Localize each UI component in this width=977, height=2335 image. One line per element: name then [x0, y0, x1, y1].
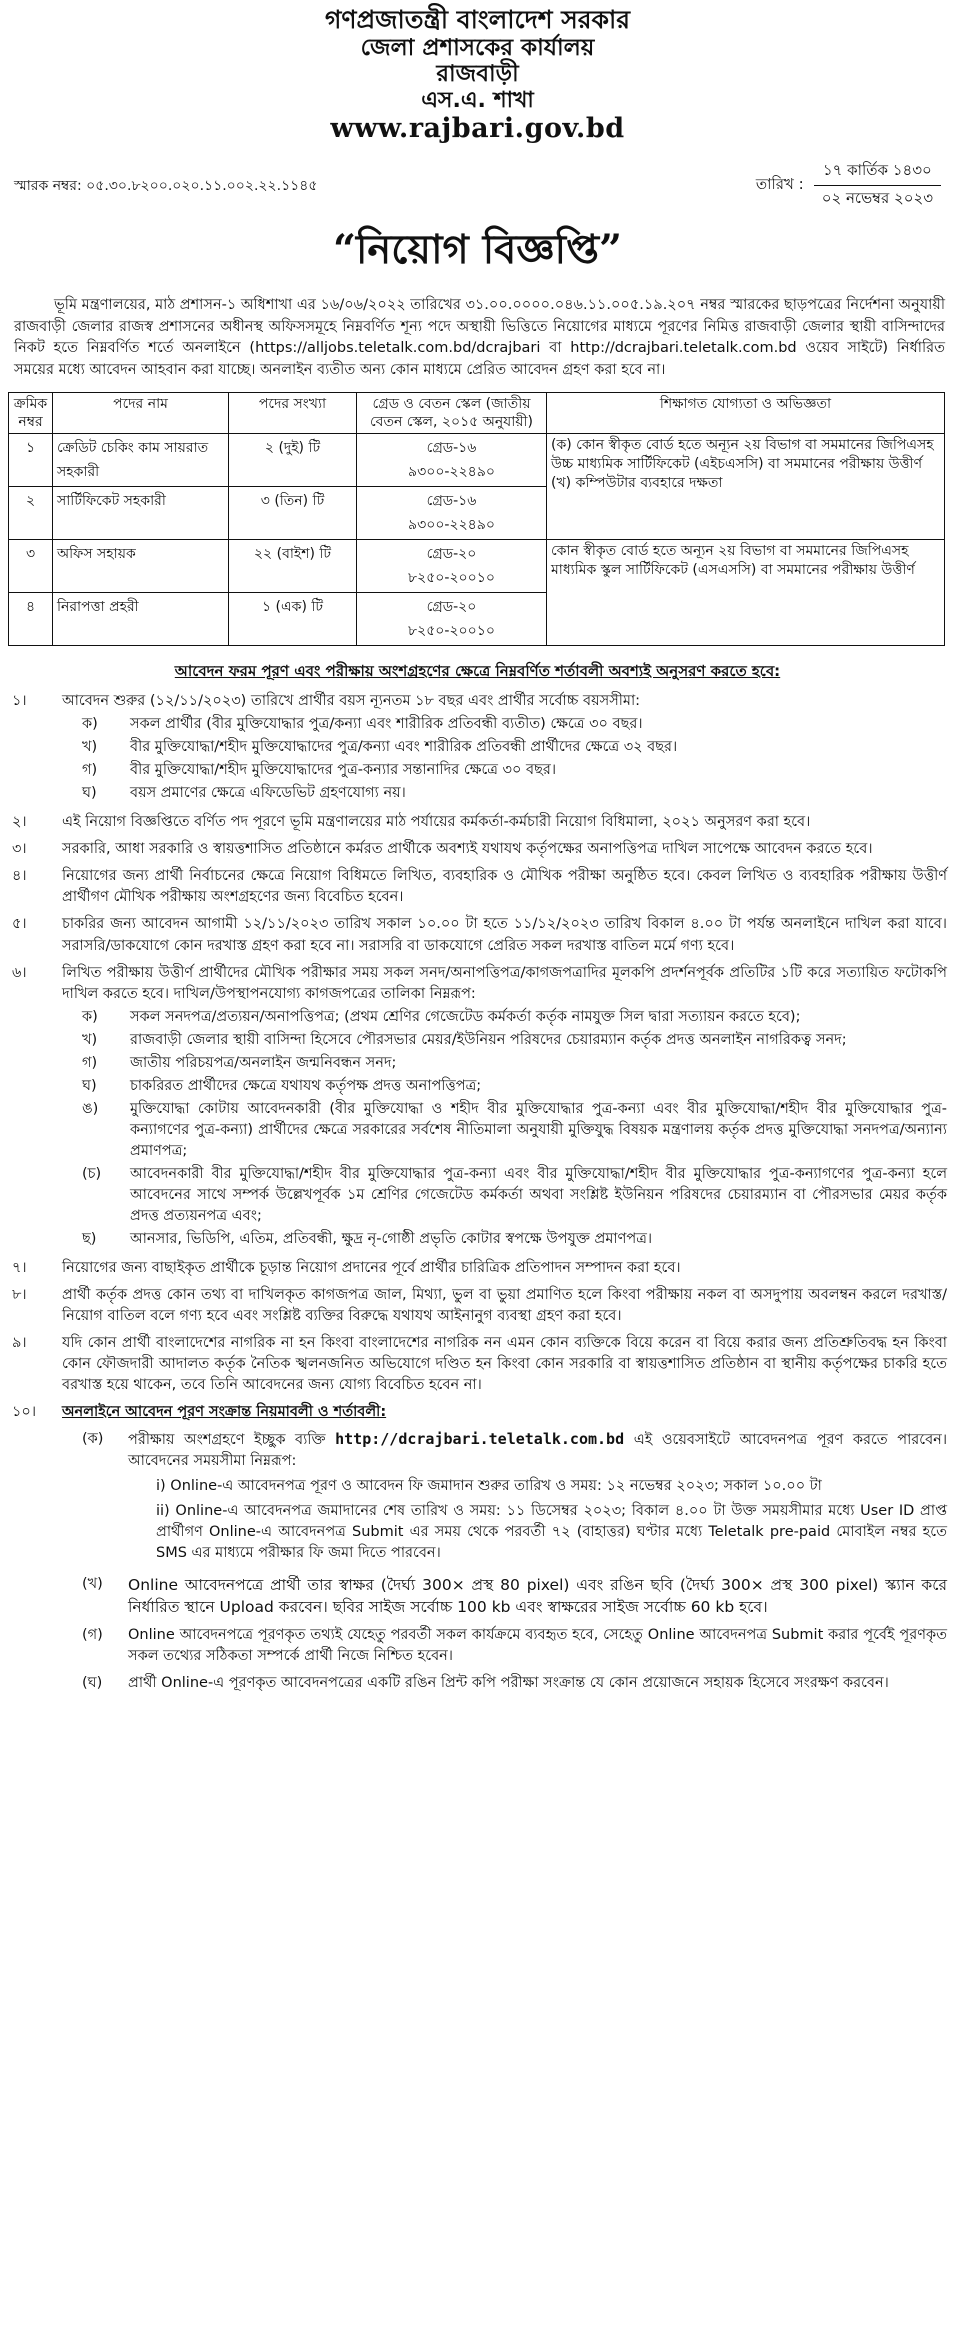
date-bangla: ১৭ কার্তিক ১৪৩০ [822, 160, 932, 179]
sub-label: ক) [82, 716, 98, 733]
header-post: পদের নাম [53, 392, 229, 433]
grade-label: গ্রেড-২০ [426, 546, 477, 563]
row-post: সার্টিফিকেট সহকারী [53, 487, 229, 540]
sub-label: (ঘ) [82, 1674, 103, 1691]
header-grade: গ্রেড ও বেতন স্কেল (জাতীয় বেতন স্কেল, ২০১৫ অনুযায়ী) [357, 392, 547, 433]
sub-item [62, 737, 947, 758]
sub-label: গ) [82, 762, 98, 779]
sub-label: (ক) [82, 1430, 104, 1447]
sub-text: বয়স প্রমাণের ক্ষেত্রে এফিডেভিট গ্রহণযোগ্য নয়। [130, 785, 406, 802]
sub-text: রাজবাড়ী জেলার স্থায়ী বাসিন্দা হিসেবে পৌরসভার মেয়র/ইউনিয়ন পরিষদের চেয়ারম্যান কর্তৃক প্রদত্ত অনলাইন নাগরিকত্ব সনদ; [130, 1031, 847, 1048]
sub-item [62, 1574, 947, 1619]
condition-4 [8, 866, 947, 908]
sub-label: ঘ) [82, 1077, 97, 1094]
condition-1 [8, 691, 947, 806]
pay-scale: ৯৩০০-২২৪৯০ [408, 517, 495, 534]
sub-text: বীর মুক্তিযোদ্ধা/শহীদ মুক্তিযোদ্ধাদের পুত্র/কন্যা এবং শারীরিক প্রতিবন্ধী প্রার্থীদের ক্ষেত্রে ৩২ বছর। [130, 739, 678, 756]
sub-label: গ) [82, 1054, 98, 1071]
condition-number: ৫। [12, 916, 27, 933]
row-serial: ১ [9, 434, 53, 487]
condition-number: ৩। [12, 841, 27, 858]
branch-name: এস.এ. শাখা [421, 87, 534, 113]
condition-text: যদি কোন প্রার্থী বাংলাদেশের নাগরিক না হন কিংবা বাংলাদেশের নাগরিক নন এমন কোন ব্যক্তিকে বিয়ে করেন বা বিয়ে করার জন্য প্রতিশ্রুতিবদ্ধ হন কিংবা কোন ফৌজদারী আদালত কর্তৃক নৈতিক স্খলনজনিত অভিযোগে দণ্ডিত হন কিংবা কোন সরকারি বা স্বায়ত্তশাসিত প্রতিষ্ঠান বা স্থানীয় কর্তৃপক্ষের চাকরি হতে বরখাস্ত হয়ে থাকেন, তবে তিনি আবেদনের জন্য যোগ্য বিবেচিত হবেন না। [62, 1334, 947, 1393]
pay-scale: ৮২৫০-২০০১০ [408, 570, 495, 587]
online-rules-heading: অনলাইনে আবেদন পূরণ সংক্রান্ত নিয়মাবলী ও শর্তাবলী: [62, 1403, 387, 1420]
row-grade [357, 434, 547, 487]
memo-row [8, 152, 947, 214]
sub-text: এই ওয়েবসাইটে আবেদনপত্র পূরণ করতে পারবেন। আবেদনের সময়সীমা নিম্নরূপ: [128, 1431, 948, 1469]
pay-scale: ৯৩০০-২২৪৯০ [408, 464, 495, 481]
date-label: তারিখ : [755, 174, 804, 193]
row-serial: ৩ [9, 540, 53, 593]
row-grade [357, 487, 547, 540]
sub-label: (গ) [82, 1626, 103, 1643]
condition-text: এই নিয়োগ বিজ্ঞপ্তিতে বর্ণিত পদ পূরণে ভূমি মন্ত্রণালয়ের মাঠ পর্যায়ের কর্মকর্তা-কর্মচারী নিয়োগ বিধিমালা, ২০২১ অনুসরণ করা হবে। [62, 814, 811, 831]
sub-text: আবেদনকারী বীর মুক্তিযোদ্ধা/শহীদ বীর মুক্তিযোদ্ধার পুত্র-কন্যা এবং বীর মুক্তিযোদ্ধা/শহীদ বীর মুক্তিযোদ্ধার পুত্র-কন্যাগণের পুত্র-কন্যা হলে আবেদনের সাথে সম্পর্ক উল্লেখপূর্বক ১ম শ্রেণির গেজেটেড কর্মকর্তা অথবা সংশ্লিষ্ট ইউনিয়ন পরিষদের চেয়ারম্যান বা পৌরসভার মেয়র কর্তৃক প্রদত্ত প্রত্যয়নপত্র এবং; [130, 1165, 947, 1224]
condition-8 [8, 1285, 947, 1327]
office-name: জেলা প্রশাসকের কার্যালয় [360, 34, 595, 61]
condition-9 [8, 1333, 947, 1396]
sub-label: (খ) [82, 1575, 103, 1592]
table-row [9, 434, 945, 487]
sub-text: পরীক্ষায় অংশগ্রহণে ইচ্ছুক ব্যক্তি [128, 1431, 326, 1448]
row-count: ৩ (তিন) টি [229, 487, 357, 540]
sub-item [62, 1007, 947, 1028]
sub-item [62, 1429, 947, 1568]
sub-text: চাকরিরত প্রার্থীদের ক্ষেত্রে যথাযথ কর্তৃপক্ষ প্রদত্ত অনাপত্তিপত্র; [130, 1077, 482, 1094]
sub-text: মুক্তিযোদ্ধা কোটায় আবেদনকারী (বীর মুক্তিযোদ্ধা ও শহীদ বীর মুক্তিযোদ্ধার পুত্র-কন্যা এবং বীর মুক্তিযোদ্ধা/শহীদ বীর মুক্তিযোদ্ধার পুত্র-কন্যাগণের পুত্র-কন্যা) প্রার্থীদের ক্ষেত্রে সরকারের সর্বশেষ নীতিমালা অনুযায়ী মুক্তিযুদ্ধ বিষয়ক মন্ত্রণালয় কর্তৃক প্রদত্ত মুক্তিযোদ্ধা সনদপত্র/অন্যান্য প্রমাণপত্র; [130, 1100, 947, 1159]
grade-label: গ্রেড-১৬ [426, 493, 477, 510]
sub-text: সকল প্রার্থীর (বীর মুক্তিযোদ্ধার পুত্র/কন্যা এবং শারীরিক প্রতিবন্ধী ব্যতীত) ক্ষেত্রে ৩০ বছর। [130, 716, 643, 733]
website-link[interactable]: www.rajbari.gov.bd [330, 112, 625, 144]
condition-6 [8, 963, 947, 1252]
sub-label: ক) [82, 1008, 98, 1025]
sub-text: জাতীয় পরিচয়পত্র/অনলাইন জন্মনিবন্ধন সনদ; [130, 1054, 397, 1071]
sub-label: ঘ) [82, 785, 97, 802]
notice-title: “নিয়োগ বিজ্ঞপ্তি” [332, 225, 623, 273]
header-count: পদের সংখ্যা [229, 392, 357, 433]
district-name: রাজবাড়ী [436, 61, 519, 88]
condition-number: ৯। [12, 1334, 27, 1351]
condition-text: লিখিত পরীক্ষায় উত্তীর্ণ প্রার্থীদের মৌখিক পরীক্ষার সময় সকল সনদ/অনাপত্তিপত্র/কাগজপত্রাদির মূলকপি প্রদর্শনপূর্বক প্রতিটির ১টি করে সত্যায়িত ফটোকপি দাখিল করতে হবে। দাখিল/উপস্থাপনযোগ্য কাগজপত্রের তালিকা নিম্নরূপ: [62, 964, 947, 1002]
row-qualification: (ক) কোন স্বীকৃত বোর্ড হতে অন্যূন ২য় বিভাগ বা সমমানের জিপিএসহ উচ্চ মাধ্যমিক সার্টিফিকেট (এইচএসসি) বা সমমানের পরীক্ষায় উত্তীর্ণ (খ) কম্পিউটার ব্যবহারে দক্ষতা [547, 434, 945, 540]
sub-item [62, 1673, 947, 1694]
header-serial: ক্রমিক নম্বর [9, 392, 53, 433]
condition-2 [8, 812, 947, 833]
pay-scale: ৮২৫০-২০০১০ [408, 623, 495, 640]
condition-text: আবেদন শুরুর (১২/১১/২০২৩) তারিখে প্রার্থীর বয়স ন্যূনতম ১৮ বছর এবং প্রার্থীর সর্বোচ্চ বয়সসীমা: [62, 693, 641, 710]
date-box [756, 158, 941, 213]
row-post: অফিস সহায়ক [53, 540, 229, 593]
sub-item [62, 1030, 947, 1051]
condition-number: ৮। [12, 1286, 27, 1303]
sub-text: আনসার, ভিডিপি, এতিম, প্রতিবন্ধী, ক্ষুদ্র নৃ-গোষ্ঠী প্রভৃতি কোটার স্বপক্ষে উপযুক্ত প্রমাণপত্র। [130, 1230, 653, 1247]
sub-item [62, 1053, 947, 1074]
condition-text: সরকারি, আধা সরকারি ও স্বায়ত্তশাসিত প্রতিষ্ঠানে কর্মরত প্রার্থীকে অবশ্যই যথাযথ কর্তৃপক্ষের অনাপত্তিপত্র দাখিল সাপেক্ষে আবেদন করতে হবে। [62, 841, 873, 858]
intro-paragraph: ভূমি মন্ত্রণালয়ের, মাঠ প্রশাসন-১ অধিশাখা এর ১৬/০৬/২০২২ তারিখের ৩১.০০.০০০০.০৪৬.১১.০০৫.১৯.২০৭ নম্বর স্মারকের ছাড়পত্রের নির্দেশনা অনুযায়ী রাজবাড়ী জেলার রাজস্ব প্রশাসনের অধীনস্থ অফিসসমূহে নিম্নবর্ণিত শূন্য পদে অস্থায়ী ভিত্তিতে নিয়োগের মাধ্যমে পূরণের নিমিত্ত রাজবাড়ী জেলার স্থায়ী বাসিন্দাদের নিকট হতে নিম্নবর্ণিত শর্তে অনলাইনে (https://alljobs.teletalk.com.bd/dcrajbari বা http://dcrajbari.teletalk.com.bd ওয়েব সাইটে) নির্ধারিত সময়ের মধ্যে আবেদন আহবান করা যাচ্ছে। অনলাইন ব্যতীত অন্য কোন মাধ্যমে প্রেরিত আবেদন গ্রহণ করা হবে না। [14, 296, 945, 379]
posts-table [8, 392, 945, 646]
timeline-start: i) Online-এ আবেদনপত্র পূরণ ও আবেদন ফি জমাদান শুরুর তারিখ ও সময়: ১২ নভেম্বর ২০২৩; সকাল ১০.০০ টা [156, 1477, 822, 1494]
condition-number: ৬। [12, 964, 27, 981]
condition-10 [8, 1402, 947, 1700]
row-serial: ২ [9, 487, 53, 540]
sub-item [62, 760, 947, 781]
condition-text: নিয়োগের জন্য প্রার্থী নির্বাচনের ক্ষেত্রে নিয়োগ বিধিমতে লিখিত, ব্যবহারিক ও মৌখিক পরীক্ষা অনুষ্ঠিত হবে। কেবল লিখিত ও ব্যবহারিক পরীক্ষায় উত্তীর্ণ প্রার্থীগণ মৌখিক পরীক্ষায় অংশগ্রহণের জন্য বিবেচিত হবেন। [62, 868, 947, 906]
conditions-heading: আবেদন ফরম পূরণ এবং পরীক্ষায় অংশগ্রহণের ক্ষেত্রে নিম্নবর্ণিত শর্তাবলী অবশ্যই অনুসরণ করতে হবে: [174, 662, 781, 681]
sub-label: (চ) [82, 1165, 102, 1182]
condition-number: ৪। [12, 868, 27, 885]
application-website-link[interactable]: http://dcrajbari.teletalk.com.bd [335, 1429, 625, 1448]
condition-number: ১। [12, 693, 27, 710]
memo-reference: স্মারক নম্বর: ০৫.৩০.৮২০০.০২০.১১.০০২.২২.১১৪৫ [14, 177, 318, 194]
condition-text: নিয়োগের জন্য বাছাইকৃত প্রার্থীকে চূড়ান্ত নিয়োগ প্রদানের পূর্বে প্রার্থীর চারিত্রিক প্রতিপাদন সম্পাদন করা হবে। [62, 1259, 681, 1276]
sub-item [62, 1076, 947, 1097]
row-count: ২ (দুই) টি [229, 434, 357, 487]
sub-text: Online আবেদনপত্রে পূরণকৃত তথ্যই যেহেতু পরবর্তী সকল কার্যক্রমে ব্যবহৃত হবে, সেহেতু Online আবেদনপত্র Submit করার পূর্বেই পূরণকৃত সকল তথ্যের সঠিকতা সম্পর্কে প্রার্থী নিজে নিশ্চিত হবেন। [128, 1626, 947, 1664]
sub-item [62, 1229, 947, 1250]
office-header [8, 0, 947, 144]
row-post: ক্রেডিট চেকিং কাম সায়রাত সহকারী [53, 434, 229, 487]
government-name: গণপ্রজাতন্ত্রী বাংলাদেশ সরকার [325, 5, 630, 34]
header-qualification: শিক্ষাগত যোগ্যতা ও অভিজ্ঞতা [547, 392, 945, 433]
condition-7 [8, 1258, 947, 1279]
condition-3 [8, 839, 947, 860]
condition-text: চাকরির জন্য আবেদন আগামী ১২/১১/২০২৩ তারিখ সকাল ১০.০০ টা হতে ১১/১২/২০২৩ তারিখ বিকাল ৪.০০ টা পর্যন্ত অনলাইনে দাখিল করা যাবে। সরাসরি/ডাকযোগে কোন দরখাস্ত গ্রহণ করা হবে না। সরাসরি বা ডাকযোগে প্রেরিত সকল দরখাস্ত বাতিল মর্মে গণ্য হবে। [62, 916, 947, 954]
condition-number: ১০। [12, 1403, 37, 1420]
row-post: নিরাপত্তা প্রহরী [53, 593, 229, 646]
condition-number: ৭। [12, 1259, 27, 1276]
sub-item [62, 1164, 947, 1227]
row-count: ২২ (বাইশ) টি [229, 540, 357, 593]
table-row [9, 540, 945, 593]
timeline-end: ii) Online-এ আবেদনপত্র জমাদানের শেষ তারিখ ও সময়: ১১ ডিসেম্বর ২০২৩; বিকাল ৪.০০ টা উক্ত সময়সীমার মধ্যে User ID প্রাপ্ত প্রার্থীগণ Online-এ আবেদনপত্র Submit এর সময় থেকে পরবর্তী ৭২ (বাহাত্তর) ঘণ্টার মধ্যে Teletalk pre-paid মোবাইল নম্বর হতে SMS এর মাধ্যমে পরীক্ষার ফি জমা দিতে পারবেন। [156, 1502, 947, 1561]
sub-label: ছ) [82, 1230, 97, 1247]
sub-item [62, 714, 947, 735]
row-serial: ৪ [9, 593, 53, 646]
condition-number: ২। [12, 814, 27, 831]
sub-text: প্রার্থী Online-এ পূরণকৃত আবেদনপত্রের একটি রঙিন প্রিন্ট কপি পরীক্ষা সংক্রান্ত যে কোন প্রয়োজনে সহায়ক হিসেবে সংরক্ষণ করবেন। [128, 1674, 889, 1691]
row-qualification: কোন স্বীকৃত বোর্ড হতে অন্যূন ২য় বিভাগ বা সমমানের জিপিএসহ মাধ্যমিক স্কুল সার্টিফিকেট (এসএসসি) বা সমমানের পরীক্ষায় উত্তীর্ণ [547, 540, 945, 646]
sub-label: খ) [82, 1031, 98, 1048]
row-grade [357, 540, 547, 593]
row-grade [357, 593, 547, 646]
sub-item [62, 783, 947, 804]
sub-text: সকল সনদপত্র/প্রত্যয়ন/অনাপত্তিপত্র; (প্রথম শ্রেণির গেজেটেড কর্মকর্তা কর্তৃক নামযুক্ত সিল দ্বারা সত্যায়ন করতে হবে); [130, 1008, 801, 1025]
sub-item [62, 1625, 947, 1667]
sub-text: Online আবেদনপত্রে প্রার্থী তার স্বাক্ষর (দৈর্ঘ্য 300× প্রস্থ 80 pixel) এবং রঙিন ছবি (দৈর্ঘ্য 300× প্রস্থ 300 pixel) স্ক্যান করে নির্ধারিত স্থানে Upload করবেন। ছবির সাইজ সর্বোচ্চ 100 kb এবং স্বাক্ষরের সাইজ সর্বোচ্চ 60 kb হবে। [128, 1575, 947, 1617]
date-gregorian: ০২ নভেম্বর ২০২৩ [814, 185, 941, 213]
table-header-row [9, 392, 945, 433]
condition-text: প্রার্থী কর্তৃক প্রদত্ত কোন তথ্য বা দাখিলকৃত কাগজপত্র জাল, মিথ্যা, ভুল বা ভুয়া প্রমাণিত হলে কিংবা পরীক্ষায় নকল বা অসদুপায় অবলম্বন করলে দরখাস্ত/নিয়োগ বাতিল বলে গণ্য হবে এবং সংশ্লিষ্ট ব্যক্তির বিরুদ্ধে যথাযথ আইনানুগ ব্যবস্থা গ্রহণ করা হবে। [62, 1286, 947, 1324]
condition-5 [8, 914, 947, 956]
grade-label: গ্রেড-২০ [426, 599, 477, 616]
grade-label: গ্রেড-১৬ [426, 440, 477, 457]
sub-item [62, 1099, 947, 1162]
sub-text: বীর মুক্তিযোদ্ধা/শহীদ মুক্তিযোদ্ধাদের পুত্র-কন্যার সন্তানাদির ক্ষেত্রে ৩০ বছর। [130, 762, 557, 779]
sub-label: খ) [82, 739, 98, 756]
sub-label: ঙ) [82, 1100, 99, 1117]
row-count: ১ (এক) টি [229, 593, 357, 646]
